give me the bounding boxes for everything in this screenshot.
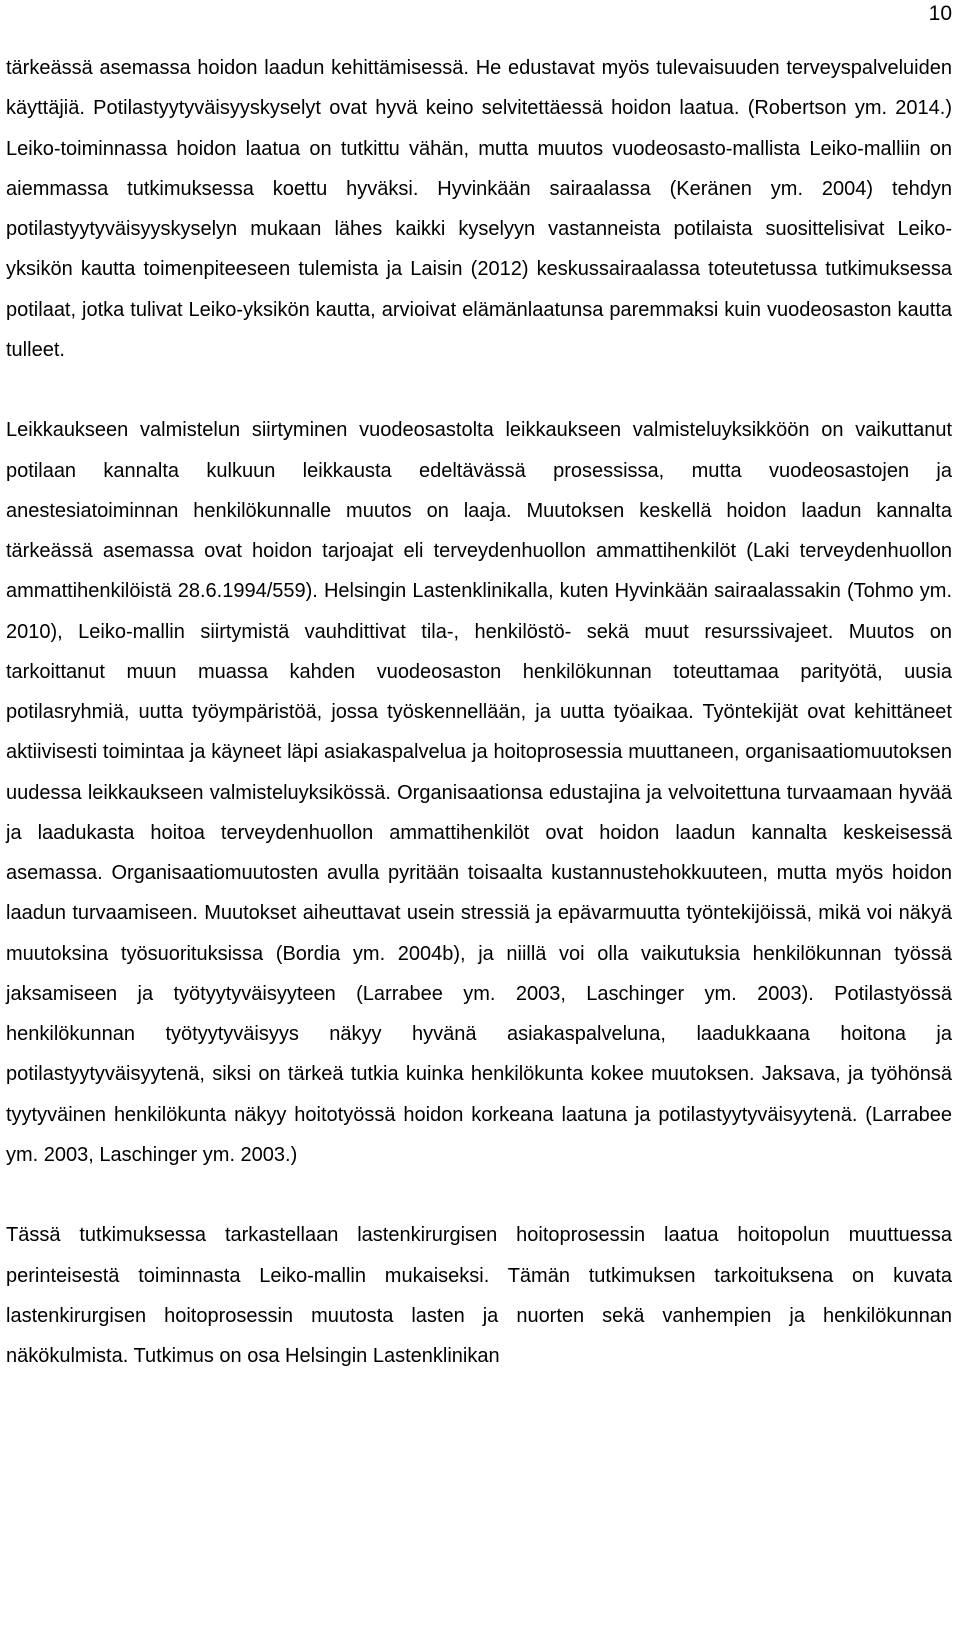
document-body <box>6 48 952 1376</box>
paragraph: tärkeässä asemassa hoidon laadun kehittämisessä. He edustavat myös tulevaisuuden terveyspalveluiden käyttäjiä. Potilastyytyväisyyskyselyt ovat hyvä keino selvitettäessä hoidon laatua. (Robertson ym. 2014.) Leiko-toiminnassa hoidon laatua on tutkittu vähän, mutta muutos vuodeosasto-mallista Leiko-malliin on aiemmassa tutkimuksessa koettu hyväksi. Hyvinkään sairaalassa (Keränen ym. 2004) tehdyn potilastyytyväisyyskyselyn mukaan lähes kaikki kyselyyn vastanneista potilaista suosittelisivat Leiko-yksikön kautta toimenpiteeseen tulemista ja Laisin (2012) keskussairaalassa toteutetussa tutkimuksessa potilaat, jotka tulivat Leiko-yksikön kautta, arvioivat elämänlaatunsa paremmaksi kuin vuodeosaston kautta tulleet. <box>6 57 952 361</box>
page-number: 10 <box>928 2 952 25</box>
paragraph: Tässä tutkimuksessa tarkastellaan lastenkirurgisen hoitoprosessin laatua hoitopolun muuttuessa perinteisestä toiminnasta Leiko-mallin mukaiseksi. Tämän tutkimuksen tarkoituksena on kuvata lastenkirurgisen hoitoprosessin muutosta lasten ja nuorten sekä vanhempien ja henkilökunnan näkökulmista. Tutkimus on osa Helsingin Lastenklinikan <box>6 1224 952 1367</box>
paragraph: Leikkaukseen valmistelun siirtyminen vuodeosastolta leikkaukseen valmisteluyksikköön on vaikuttanut potilaan kannalta kulkuun leikkausta edeltävässä prosessissa, mutta vuodeosastojen ja anestesiatoiminnan henkilökunnalle muutos on laaja. Muutoksen keskellä hoidon laadun kannalta tärkeässä asemassa ovat hoidon tarjoajat eli terveydenhuollon ammattihenkilöt (Laki terveydenhuollon ammattihenkilöistä 28.6.1994/559). Helsingin Lastenklinikalla, kuten Hyvinkään sairaalassakin (Tohmo ym. 2010), Leiko-mallin siirtymistä vauhdittivat tila-, henkilöstö- sekä muut resurssivajeet. Muutos on tarkoittanut muun muassa kahden vuodeosaston henkilökunnan toteuttamaa parityötä, uusia potilasryhmiä, uutta työympäristöä, jossa työskennellään, ja uutta työaikaa. Työntekijät ovat kehittäneet aktiivisesti toimintaa ja käyneet läpi asiakaspalvelua ja hoitoprosessia muuttaneen, organisaatiomuutoksen uudessa leikkaukseen valmisteluyksikössä. Organisaationsa edustajina ja velvoitettuna turvaamaan hyvää ja laadukasta hoitoa terveydenhuollon ammattihenkilöt ovat hoidon laadun kannalta keskeisessä asemassa. Organisaatiomuutosten avulla pyritään toisaalta kustannustehokkuuteen, mutta myös hoidon laadun turvaamiseen. Muutokset aiheuttavat usein stressiä ja epävarmuutta työntekijöissä, mikä voi näkyä muutoksina työsuorituksissa (Bordia ym. 2004b), ja niillä voi olla vaikutuksia henkilökunnan työssä jaksamiseen ja työtyytyväisyyteen (Larrabee ym. 2003, Laschinger ym. 2003). Potilastyössä henkilökunnan työtyytyväisyys näkyy hyvänä asiakaspalveluna, laadukkaana hoitona ja potilastyytyväisyytenä, siksi on tärkeä tutkia kuinka henkilökunta kokee muutoksen. Jaksava, ja työhönsä tyytyväinen henkilökunta näkyy hoitotyössä hoidon korkeana laatuna ja potilastyytyväisyytenä. (Larrabee ym. 2003, Laschinger ym. 2003.) <box>6 419 952 1166</box>
